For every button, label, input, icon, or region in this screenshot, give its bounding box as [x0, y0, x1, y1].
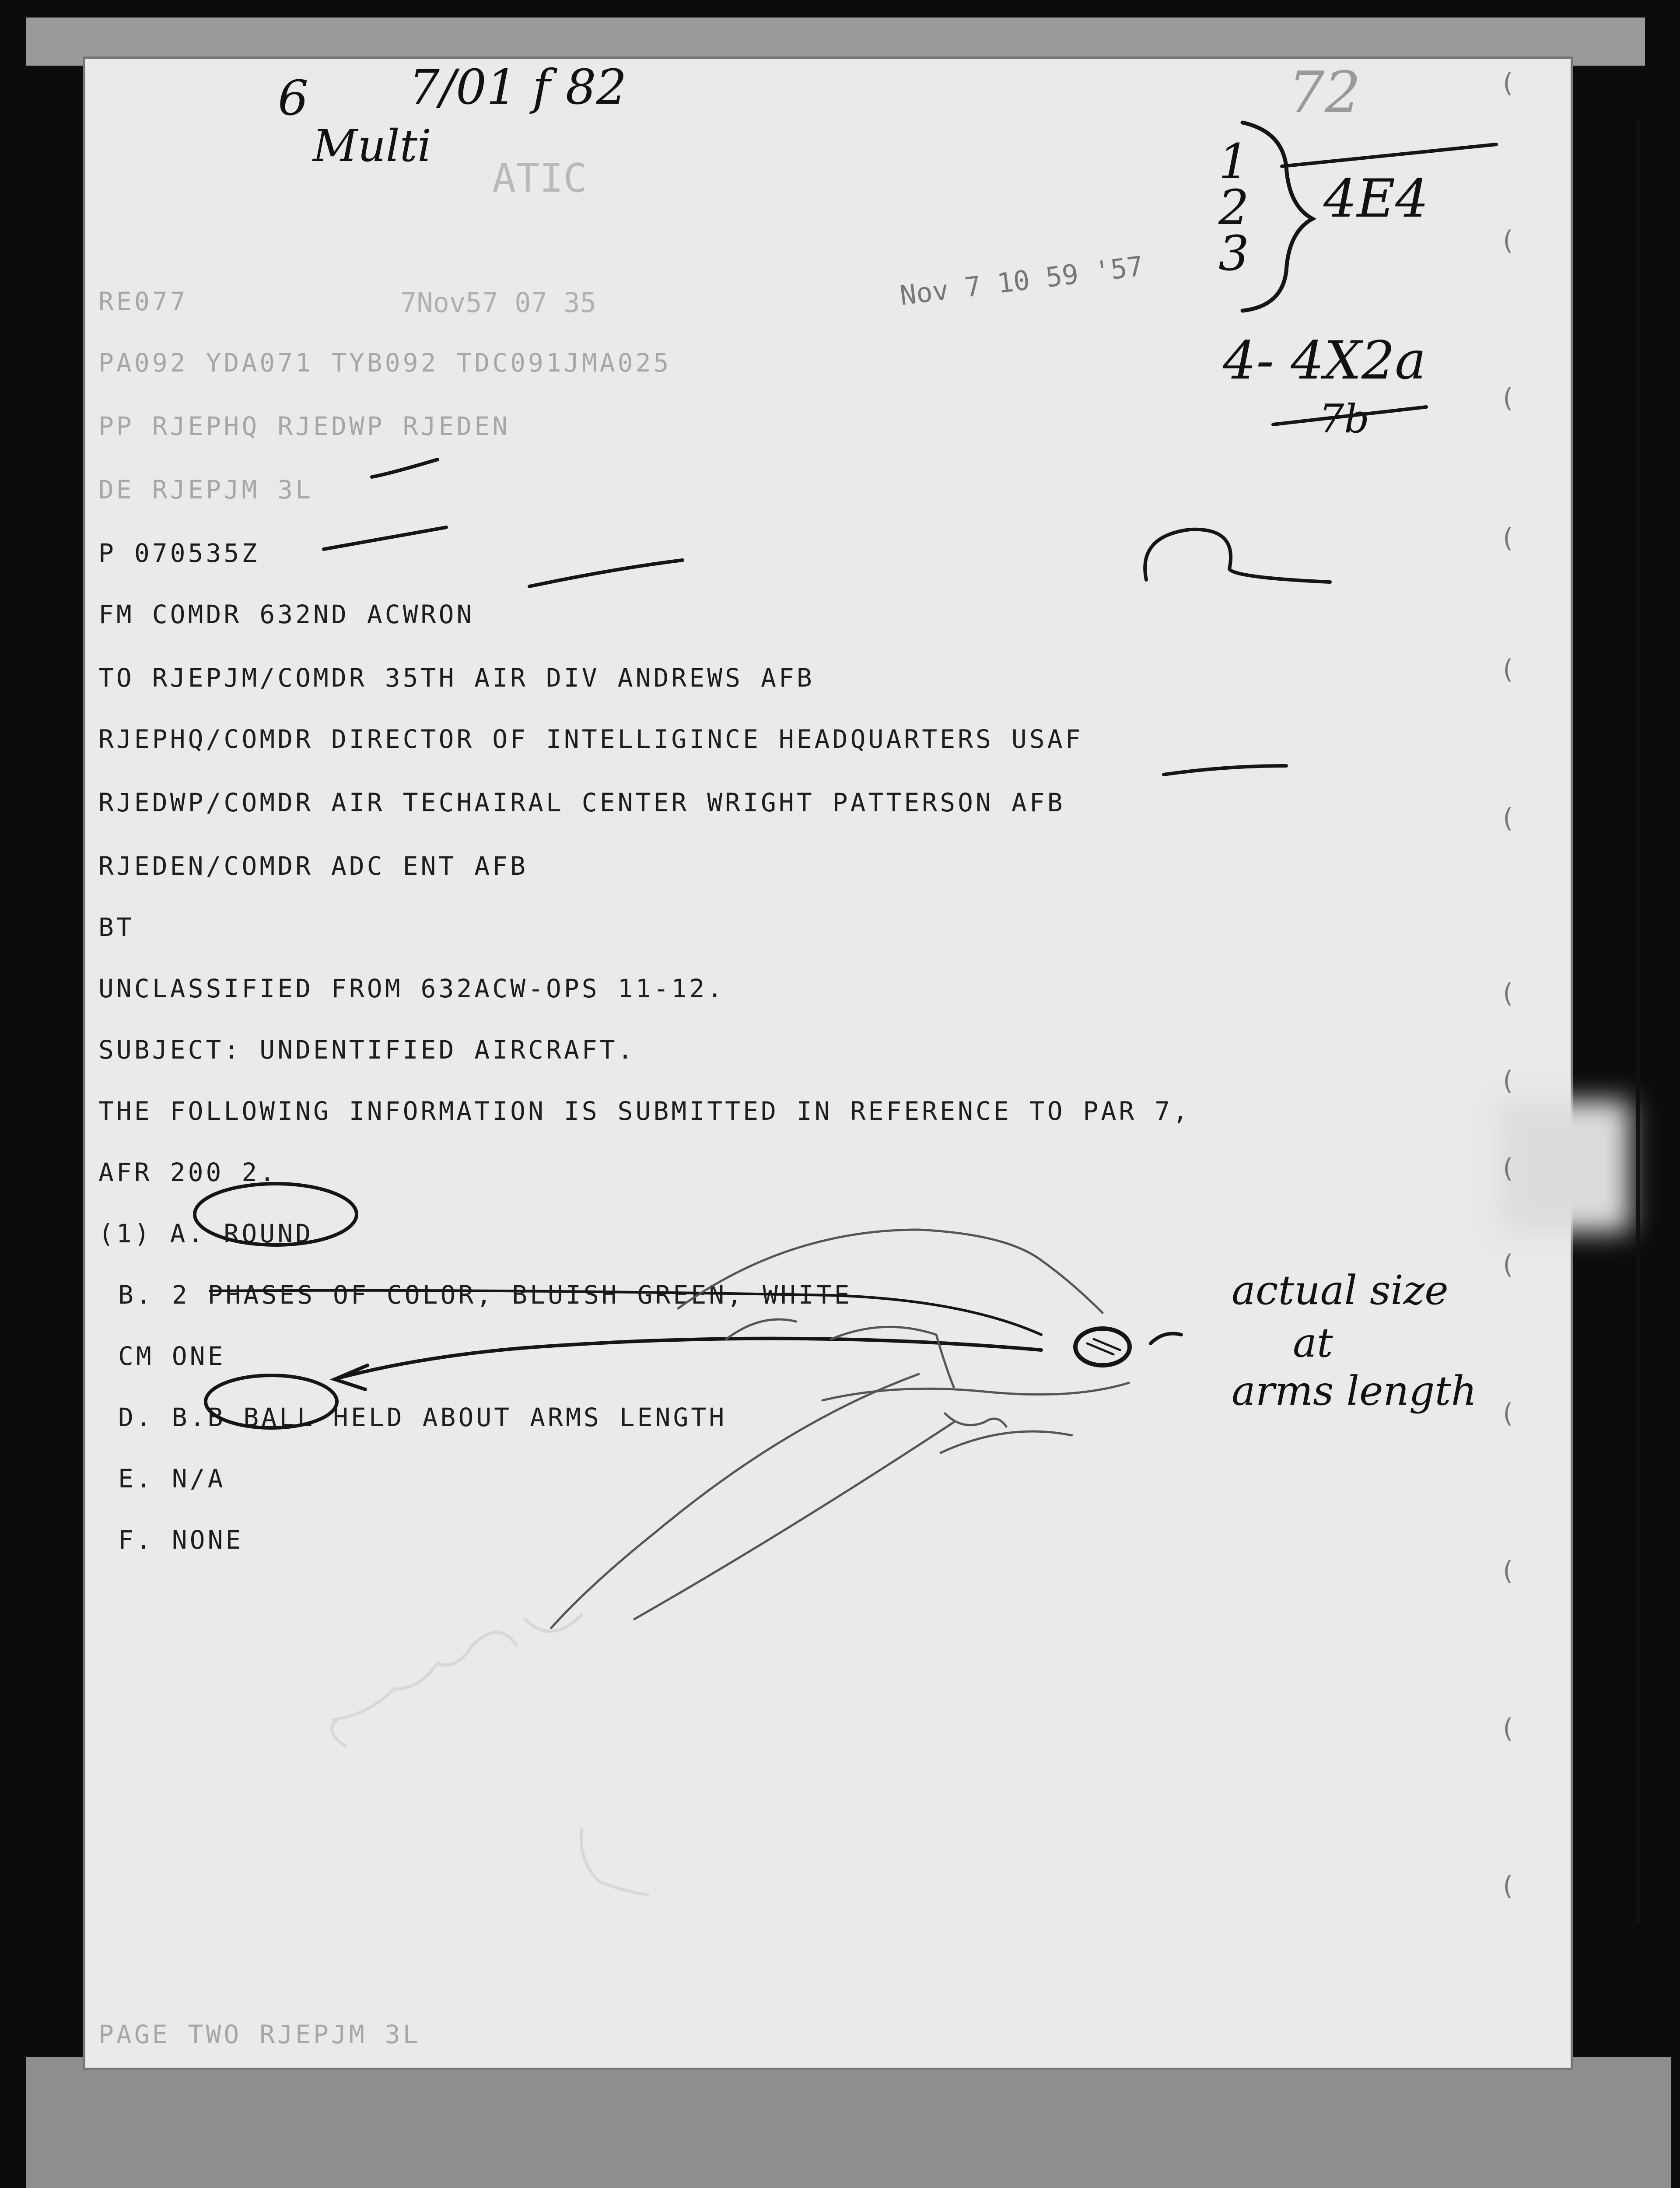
- sprocket-hole: (: [1503, 978, 1513, 1009]
- item-d-size: D. B.B BALL HELD ABOUT ARMS LENGTH: [118, 1403, 727, 1432]
- addressee-atic: RJEDWP/COMDR AIR TECHAIRAL CENTER WRIGHT PATTERSON AFB: [98, 788, 1065, 817]
- page-footer: PAGE TWO RJEPJM 3L: [98, 2020, 421, 2049]
- addressee-adc: RJEDEN/COMDR ADC ENT AFB: [98, 851, 528, 881]
- handwritten-code-7b: 7b: [1319, 396, 1369, 442]
- sprocket-hole: (: [1503, 1153, 1513, 1184]
- teletype-message-sheet: [85, 59, 1571, 2068]
- item-f: F. NONE: [118, 1525, 244, 1555]
- sprocket-hole: (: [1503, 1713, 1513, 1744]
- from-line: FM COMDR 632ND ACWRON: [98, 600, 475, 629]
- break-line: BT: [98, 912, 134, 942]
- right-margin-rule: [1636, 120, 1640, 1923]
- sprocket-hole: (: [1503, 1556, 1513, 1586]
- item-e: E. N/A: [118, 1464, 226, 1494]
- sprocket-hole: (: [1503, 383, 1513, 414]
- item-b-color: B. 2 PHASES OF COLOR, BLUISH GREEN, WHITE: [118, 1280, 852, 1310]
- sprocket-hole: (: [1503, 1871, 1513, 1901]
- sprocket-hole: (: [1503, 225, 1513, 256]
- subject-line: SUBJECT: UNDENTIFIED AIRCRAFT.: [98, 1035, 636, 1065]
- dtg-line: P 070535Z: [98, 538, 260, 568]
- message-id: RE077: [98, 287, 188, 316]
- routing-line: PA092 YDA071 TYB092 TDC091JMA025: [98, 348, 672, 378]
- sprocket-hole: (: [1503, 523, 1513, 554]
- sprocket-hole: (: [1503, 1398, 1513, 1429]
- sprocket-hole: (: [1503, 1066, 1513, 1096]
- to-line: TO RJEPJM/COMDR 35TH AIR DIV ANDREWS AFB: [98, 663, 815, 693]
- item-a-shape: (1) A. ROUND: [98, 1219, 314, 1248]
- top-sheet-edge: [26, 18, 1645, 66]
- margin-note-line-3: arms length: [1232, 1368, 1477, 1414]
- originator-line: DE RJEPJM 3L: [98, 475, 314, 505]
- handwritten-list-1: 1: [1218, 133, 1249, 189]
- classification-line: UNCLASSIFIED FROM 632ACW-OPS 11-12.: [98, 974, 725, 1003]
- handwritten-multi: Multi: [313, 120, 431, 172]
- sprocket-hole: (: [1503, 68, 1513, 98]
- precedence-line: PP RJEPHQ RJEDWP RJEDEN: [98, 411, 511, 441]
- received-time-stamp: 7Nov57 07 35: [400, 287, 596, 319]
- handwritten-list-2: 2: [1218, 179, 1249, 235]
- date-stamp: Nov 7 10 59 '57: [898, 250, 1145, 312]
- atic-stamp: ATIC: [492, 155, 587, 201]
- reference-line: THE FOLLOWING INFORMATION IS SUBMITTED IN REFERENCE TO PAR 7,: [98, 1096, 1191, 1126]
- handwritten-corner-number: 72: [1288, 59, 1361, 126]
- item-c-number: CM ONE: [118, 1341, 226, 1371]
- handwritten-code-4e4: 4E4: [1323, 168, 1429, 229]
- sprocket-hole: (: [1503, 654, 1513, 685]
- margin-note-line-1: actual size: [1232, 1267, 1449, 1314]
- addressee-hq: RJEPHQ/COMDR DIRECTOR OF INTELLIGINCE HEADQUARTERS USAF: [98, 724, 1083, 754]
- handwritten-code-4x2a: 4- 4X2a: [1223, 330, 1426, 391]
- handwritten-date: 7/01 f 82: [409, 59, 627, 115]
- sprocket-hole: (: [1503, 803, 1513, 834]
- handwritten-list-3: 3: [1218, 225, 1249, 281]
- regulation-line: AFR 200 2.: [98, 1157, 278, 1187]
- margin-note-line-2: at: [1293, 1319, 1333, 1366]
- sprocket-hole: (: [1503, 1249, 1513, 1280]
- underlying-sheet: [26, 2057, 1671, 2188]
- handwritten-number: 6: [278, 70, 308, 126]
